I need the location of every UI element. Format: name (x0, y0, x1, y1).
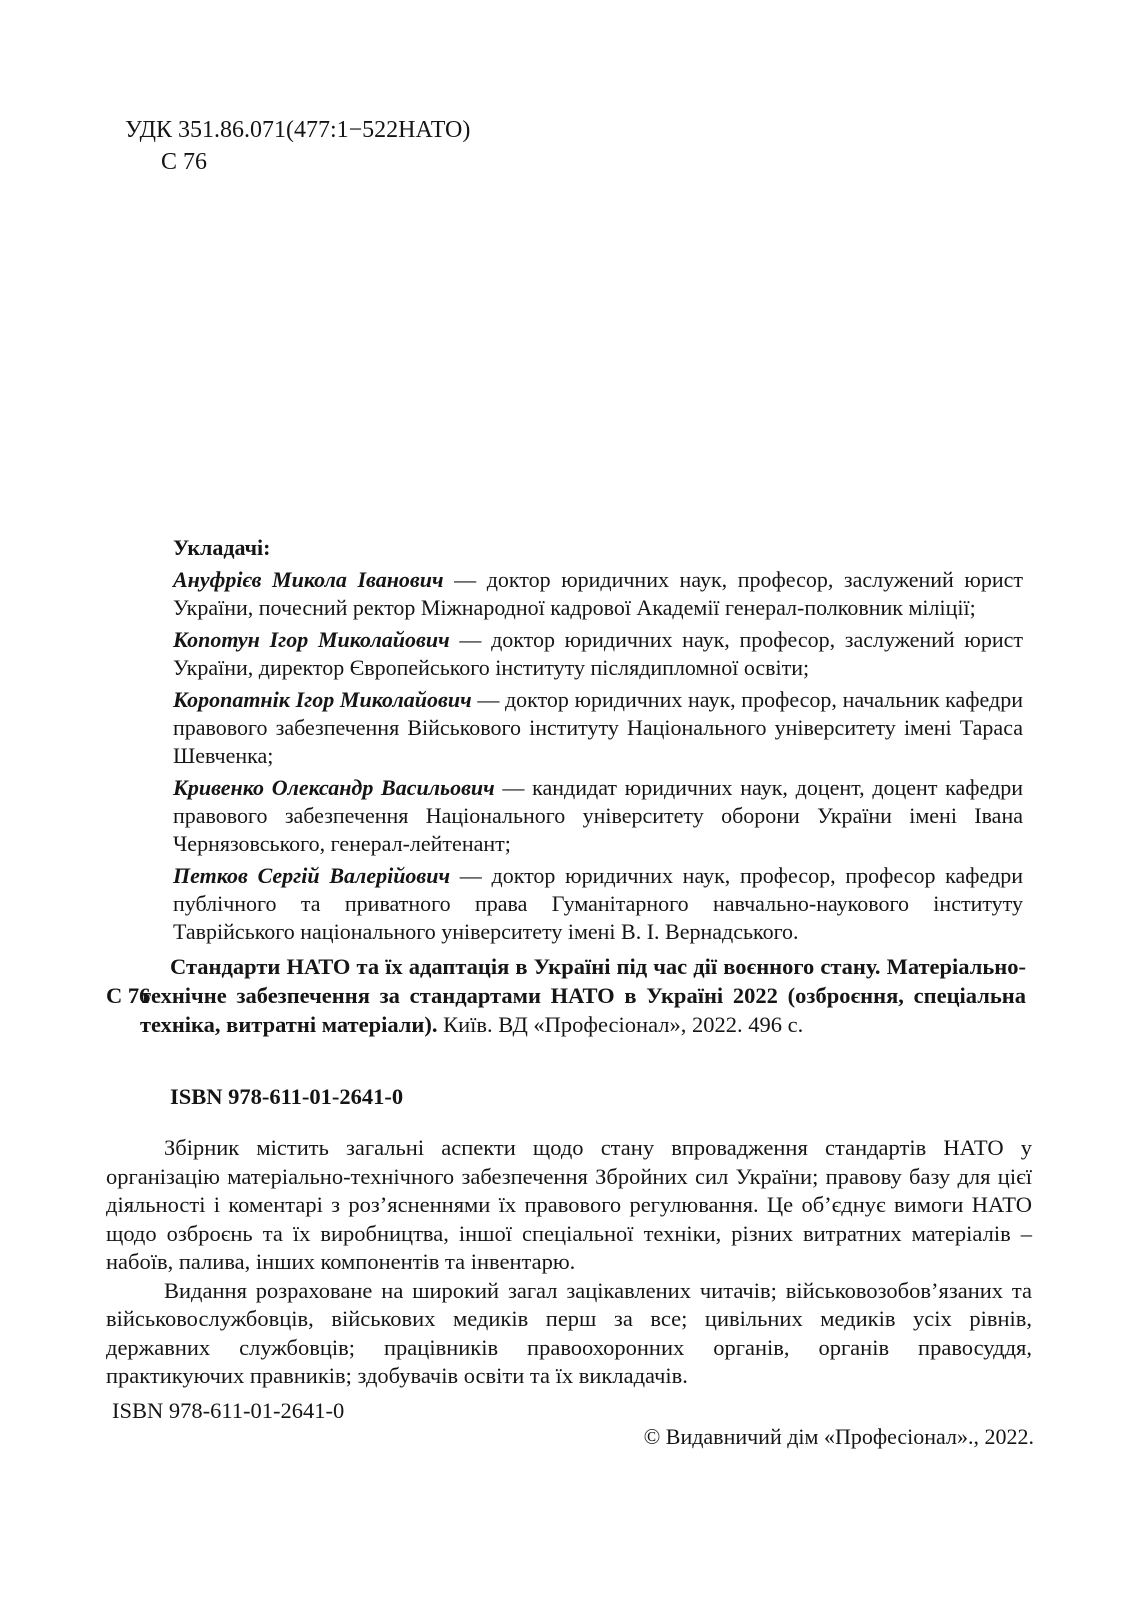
compiler-entry (173, 626, 1023, 682)
dash-separator: — (477, 687, 500, 712)
compiler-name: Петков Сергій Валерійович (173, 863, 451, 888)
annotation-section (106, 1134, 1032, 1391)
compiler-name: Копотун Ігор Миколайович (173, 627, 450, 652)
isbn-card: ISBN 978-611-01-2641-0 (170, 1084, 404, 1109)
annotation-paragraph: Видання розраховане на широкий загал зацікавлених читачів; військовозобов’язаних та військовослужбовців, військових медиків перш за все; цивільних медиків усіх рівнів, державних службовців; працівників правоохоронних органів, органів правосуддя, практикуючих правників; здобувачів освіти та їх викладачів. (106, 1277, 1032, 1388)
compiler-entry (173, 774, 1023, 858)
udk-block (125, 114, 470, 178)
compilers-section (173, 534, 1023, 950)
compiler-entry (173, 566, 1023, 622)
compiler-entry (173, 862, 1023, 946)
dash-separator: — (459, 627, 482, 652)
catalog-card-text (140, 952, 1026, 1039)
compiler-description: доктор юридичних наук, професор, начальник кафедри правового забезпечення Військового інституту Національного університету імені Тараса Шевченка; (173, 687, 1023, 768)
compiler-name: Коропатнік Ігор Миколайович (173, 687, 472, 712)
publication-info: Київ. ВД «Професіонал», 2022. 496 с. (443, 1012, 804, 1037)
compiler-description: доктор юридичних наук, професор, професор кафедри публічного та приватного права Гуманітарного навчально-наукового інституту Таврійського національного університету імені В. І. Вернадського. (173, 863, 1024, 944)
compiler-description: доктор юридичних наук, професор, заслужений юрист України, директор Європейського інституту післядипломної освіти; (173, 627, 1023, 680)
compiler-name: Ануфрієв Микола Іванович (173, 567, 444, 592)
compiler-description: доктор юридичних наук, професор, заслужений юрист України, почесний ректор Міжнародної кадрової Академії генерал-полковник міліції; (173, 567, 1023, 620)
udk-author-sign: С 76 (161, 149, 208, 175)
compiler-entry (173, 686, 1023, 770)
udk-number: УДК 351.86.071(477:1−522НАТО) (125, 117, 471, 143)
isbn-footer: ISBN 978-611-01-2641-0 (112, 1398, 345, 1423)
dash-separator: — (502, 775, 525, 800)
compiler-name: Кривенко Олександр Васильович (173, 775, 495, 800)
catalog-card (106, 952, 1026, 1039)
compiler-description: кандидат юридичних наук, доцент, доцент кафедри правового забезпечення Національного університету оборони України імені Івана Чернязовського, генерал-лейтенант; (173, 775, 1023, 856)
compilers-heading: Укладачі: (173, 535, 271, 560)
copyright-notice: © Видавничий дім «Професіонал»., 2022. (643, 1424, 1034, 1449)
annotation-paragraph: Збірник містить загальні аспекти щодо стану впровадження стандартів НАТО у організацію матеріально-технічного забезпечення Збройних сил України; правову базу для цієї діяльності і коментарі з роз’ясненнями їх правового регулювання. Це об’єднує вимоги НАТО щодо озброєнь та їх виробництва, іншої спеціальної техніки, різних витратних матеріалів – набоїв, палива, інших компонентів та інвентарю. (106, 1135, 1032, 1274)
dash-separator: — (459, 863, 482, 888)
catalog-card-code: С 76 (106, 983, 151, 1008)
dash-separator: — (454, 567, 477, 592)
book-title: Стандарти НАТО та їх адаптація в Україні під час дії воєнного стану. Матеріально-технічне забезпечення за стандартами НАТО в Україні 2022 (озброєння, спеціальна техніка, витратні матеріали). (140, 954, 1026, 1037)
